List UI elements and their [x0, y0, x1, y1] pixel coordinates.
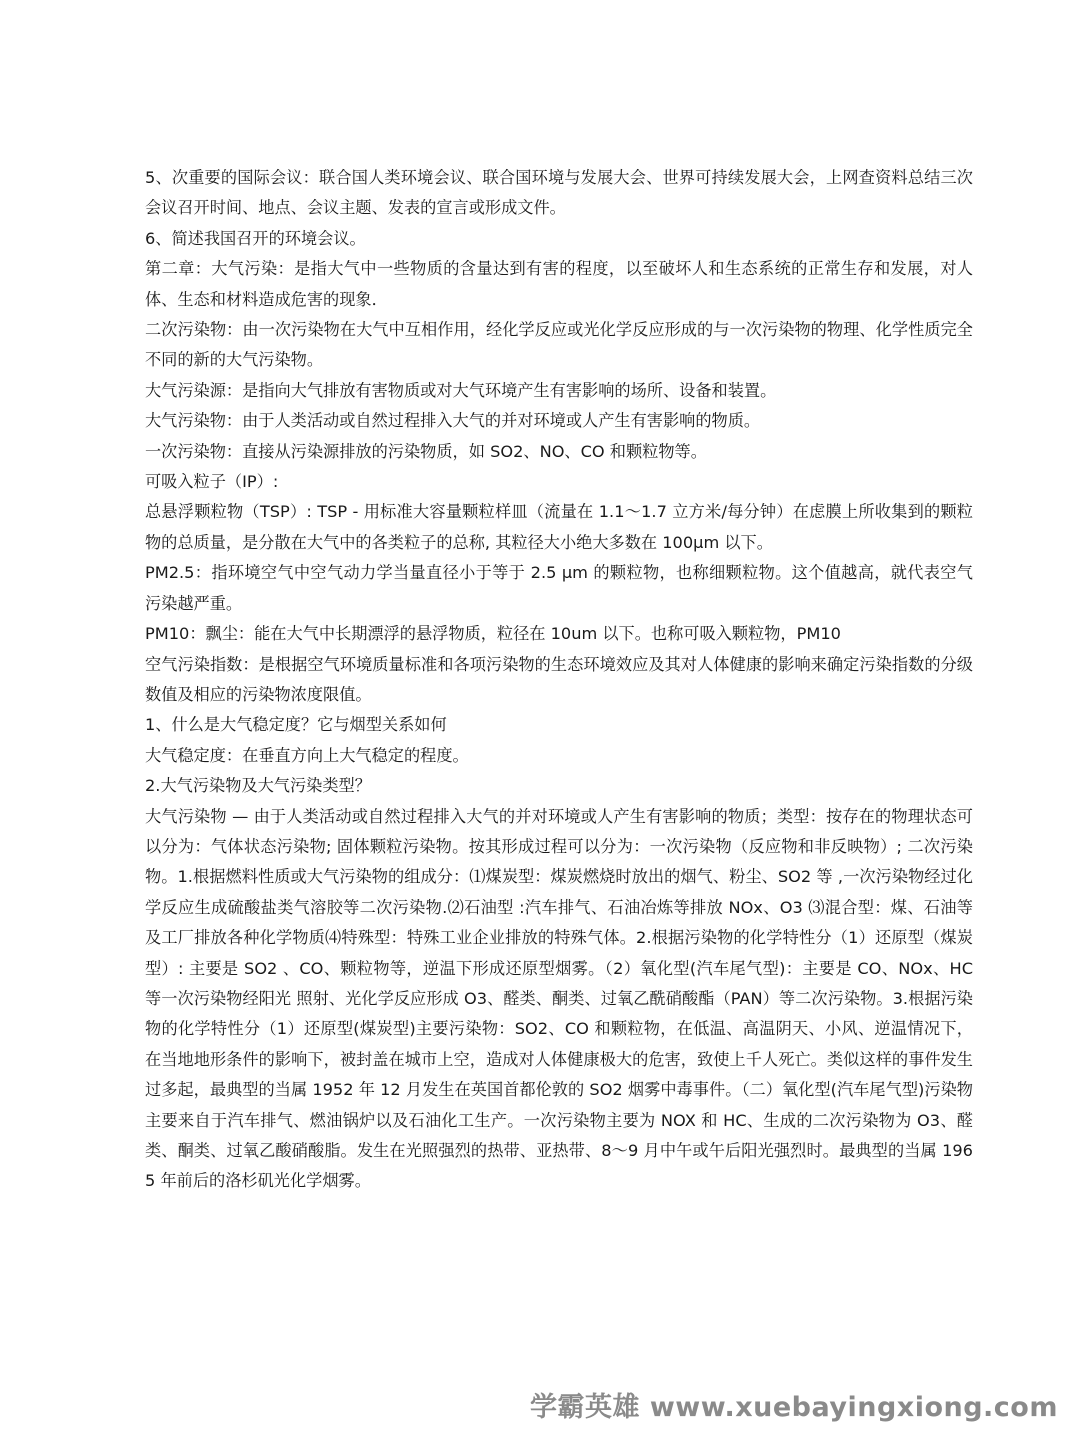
paragraph-air-pollution-definition: 第二章：大气污染：是指大气中一些物质的含量达到有害的程度，以至破坏人和生态系统的正常生存和发展，对人体、生态和材料造成危害的现象． — [145, 259, 973, 309]
paragraph-air-pollutant: 大气污染物：由于人类活动或自然过程排入大气的并对环境或人产生有害影响的物质。 — [145, 411, 761, 431]
paragraph-conferences: 5、次重要的国际会议：联合国人类环境会议、联合国环境与发展大会、世界可持续发展大会，上网查资料总结三次会议召开时间、地点、会议主题、发表的宣言或形成文件。 — [145, 168, 973, 218]
paragraph-question-stability: 1、什么是大气稳定度？它与烟型关系如何 — [145, 715, 447, 735]
paragraph-question-types: 2.大气污染物及大气污染类型？ — [145, 776, 371, 796]
paragraph-inhalable-particles: 可吸入粒子（IP）: — [145, 472, 279, 492]
paragraph-primary-pollutant: 一次污染物：直接从污染源排放的污染物质，如 SO2、NO、CO 和颗粒物等。 — [145, 441, 707, 461]
paragraph-pm25: PM2.5：指环境空气中空气动力学当量直径小于等于 2.5 μm 的颗粒物，也称细颗粒物。这个值越高，就代表空气污染越严重。 — [145, 563, 973, 613]
paragraph-pm10: PM10：飘尘：能在大气中长期漂浮的悬浮物质，粒径在 10um 以下。也称可吸入颗粒物，PM10 — [145, 624, 841, 644]
site-watermark: 学霸英雄 www.xuebayingxiong.com — [529, 1392, 1058, 1423]
paragraph-stability-definition: 大气稳定度：在垂直方向上大气稳定的程度。 — [145, 745, 469, 765]
paragraph-api: 空气污染指数：是根据空气环境质量标准和各项污染物的生态环境效应及其对人体健康的影响来确定污染指数的分级数值及相应的污染物浓度限值。 — [145, 654, 973, 704]
paragraph-secondary-pollutant: 二次污染物：由一次污染物在大气中互相作用，经化学反应或光化学反应形成的与一次污染物的物理、化学性质完全不同的新的大气污染物。 — [145, 320, 973, 370]
paragraph-pollution-source: 大气污染源：是指向大气排放有害物质或对大气环境产生有害影响的场所、设备和装置。 — [145, 380, 777, 400]
paragraph-pollution-types: 大气污染物 — 由于人类活动或自然过程排入大气的并对环境或人产生有害影响的物质；类型：按存在的物理状态可以分为：气体状态污染物; 固体颗粒污染物。按其形成过程可以分为：一次污染物（反应物和非反映物）; 二次污染物。1.根据燃料性质或大气污染物的组成分：⑴煤炭型：煤炭燃烧时放出的烟气、粉尘、SO2 等 ,一次污染物经过化学反应生成硫酸盐类气溶胶等二次污染物.⑵石油型 :汽车排气、石油冶炼等排放 NOx、O3 ⑶混合型：煤、石油等及工厂排放各种化学物质⑷特殊型：特殊工业企业排放的特殊气体。2.根据污染物的化学特性分（1）还原型（煤炭型）: 主要是 SO2 、CO、颗粒物等，逆温下形成还原型烟雾。（2）氧化型(汽车尾气型)：主要是 CO、NOx、HC 等一次污染物经阳光 照射、光化学反应形成 O3、醛类、酮类、过氧乙酰硝酸酯（PAN）等二次污染物。3.根据污染物的化学特性分（1）还原型(煤炭型)主要污染物：SO2、CO 和颗粒物，在低温、高温阴天、小风、逆温情况下，在当地地形条件的影响下，被封盖在城市上空，造成对人体健康极大的危害，致使上千人死亡。类似这样的事件发生过多起，最典型的当属 1952 年 12 月发生在英国首都伦敦的 SO2 烟雾中毒事件。（二）氧化型(汽车尾气型)污染物主要来自于汽车排气、燃油锅炉以及石油化工生产。一次污染物主要为 NOX 和 HC、生成的二次污染物为 O3、醛类、酮类、过氧乙酸硝酸脂。发生在光照强烈的热带、亚热带、8～9 月中午或午后阳光强烈时。最典型的当属 1965 年前后的洛杉矶光化学烟雾。 — [145, 806, 973, 1191]
paragraph-domestic-conference: 6、简述我国召开的环境会议。 — [145, 228, 366, 248]
document-body — [145, 163, 973, 1197]
paragraph-tsp: 总悬浮颗粒物（TSP）: TSP - 用标准大容量颗粒样皿（流量在 1.1～1.7 立方米/每分钟）在虑膜上所收集到的颗粒物的总质量，是分散在大气中的各类粒子的总称, 其粒径大小绝大多数在 100μm 以下。 — [145, 502, 973, 552]
